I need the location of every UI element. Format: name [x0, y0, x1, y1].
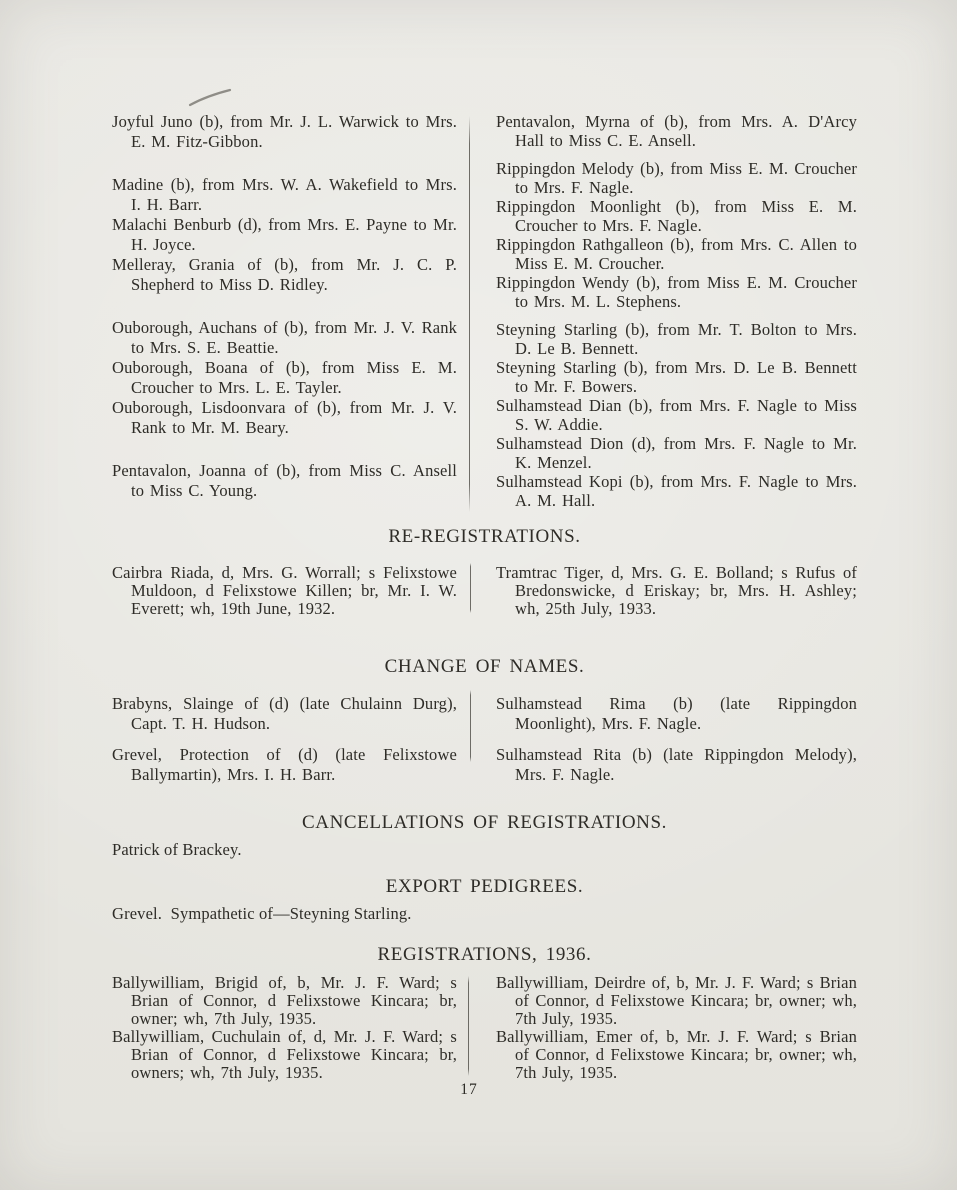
re-registrations-left-column: [112, 564, 457, 618]
export-pedigree-entry: Grevel. Sympathetic of—Steyning Starling.: [112, 904, 412, 923]
transfer-entry: Ouborough, Auchans of (b), from Mr. J. V. Rank to Mrs. S. E. Beattie.: [112, 318, 457, 357]
page-number: 17: [460, 1081, 478, 1098]
transfer-entry: Sulhamstead Dian (b), from Mrs. F. Nagle to Miss S. W. Addie.: [496, 396, 857, 434]
transfer-entry: Madine (b), from Mrs. W. A. Wakefield to Mrs. I. H. Barr.: [112, 175, 457, 214]
registration-entry: Ballywilliam, Deirdre of, b, Mr. J. F. Ward; s Brian of Connor, d Felixstowe Kincara; br, owner; wh, 7th July, 1935.: [496, 973, 857, 1028]
re-registration-entry: Cairbra Riada, d, Mrs. G. Worrall; s Felixstowe Muldoon, d Felixstowe Killen; br, Mr. I. W. Everett; wh, 19th June, 1932.: [112, 563, 457, 618]
re-registrations-columns: [112, 564, 857, 618]
registrations-1936-left-column: [112, 974, 457, 1082]
transfer-entry: Steyning Starling (b), from Mrs. D. Le B. Bennett to Mr. F. Bowers.: [496, 358, 857, 396]
change-of-names-heading: CHANGE OF NAMES.: [384, 656, 585, 677]
registration-entry: Ballywilliam, Cuchulain of, d, Mr. J. F. Ward; s Brian of Connor, d Felixstowe Kincara; br, owners; wh, 7th July, 1935.: [112, 1027, 457, 1082]
transfer-group: [496, 112, 857, 150]
cancellations-heading: CANCELLATIONS OF REGISTRATIONS.: [301, 812, 668, 833]
transfer-entry: Malachi Benburb (d), from Mrs. E. Payne to Mr. H. Joyce.: [112, 215, 457, 254]
change-of-name-entry: Grevel, Protection of (d) (late Felixstowe Ballymartin), Mrs. I. H. Barr.: [112, 745, 457, 784]
re-registrations-heading: RE-REGISTRATIONS.: [388, 526, 581, 547]
transfer-entry: Rippingdon Wendy (b), from Miss E. M. Croucher to Mrs. M. L. Stephens.: [496, 273, 857, 311]
column-divider: [470, 563, 471, 613]
registration-entry: Ballywilliam, Emer of, b, Mr. J. F. Ward; s Brian of Connor, d Felixstowe Kincara; br, owner; wh, 7th July, 1935.: [496, 1027, 857, 1082]
transfers-right-column: [496, 112, 857, 519]
transfer-group: [112, 175, 457, 295]
column-divider: [470, 690, 471, 762]
change-of-names-section: [112, 694, 857, 796]
transfer-entry: Sulhamstead Dion (d), from Mrs. F. Nagle to Mr. K. Menzel.: [496, 434, 857, 472]
change-of-name-entry: Sulhamstead Rita (b) (late Rippingdon Melody), Mrs. F. Nagle.: [496, 745, 857, 784]
transfer-entry: Ouborough, Boana of (b), from Miss E. M. Croucher to Mrs. L. E. Tayler.: [112, 358, 457, 397]
transfer-group: [112, 318, 457, 438]
transfer-group: [112, 461, 457, 501]
transfer-entry: Rippingdon Melody (b), from Miss E. M. Croucher to Mrs. F. Nagle.: [496, 159, 857, 197]
re-registration-entry: Tramtrac Tiger, d, Mrs. G. E. Bolland; s Rufus of Bredonswicke, d Eriskay; br, Mrs. H. Ashley; wh, 25th July, 1933.: [496, 563, 857, 618]
transfer-entry: Melleray, Grania of (b), from Mr. J. C. P. Shepherd to Miss D. Ridley.: [112, 255, 457, 294]
transfers-section: [112, 112, 857, 524]
change-of-names-right-column: [496, 694, 857, 796]
transfer-entry: Steyning Starling (b), from Mr. T. Bolton to Mrs. D. Le B. Bennett.: [496, 320, 857, 358]
transfers-left-column: [112, 112, 457, 524]
registrations-1936-section: [112, 974, 857, 1082]
registrations-1936-columns: [112, 974, 857, 1082]
change-of-names-left-column: [112, 694, 457, 796]
transfer-entry: Ouborough, Lisdoonvara of (b), from Mr. J. V. Rank to Mr. M. Beary.: [112, 398, 457, 437]
registrations-1936-right-column: [496, 974, 857, 1082]
column-divider: [468, 976, 469, 1076]
transfer-entry: Pentavalon, Myrna of (b), from Mrs. A. D'Arcy Hall to Miss C. E. Ansell.: [496, 112, 857, 150]
transfer-entry: Rippingdon Moonlight (b), from Miss E. M. Croucher to Mrs. F. Nagle.: [496, 197, 857, 235]
transfer-entry: Rippingdon Rathgalleon (b), from Mrs. C. Allen to Miss E. M. Croucher.: [496, 235, 857, 273]
transfer-entry: Pentavalon, Joanna of (b), from Miss C. Ansell to Miss C. Young.: [112, 461, 457, 500]
transfer-group: [496, 320, 857, 510]
re-registrations-section: [112, 564, 857, 618]
change-of-names-columns: [112, 694, 857, 796]
transfer-group: [112, 112, 457, 152]
export-pedigrees-heading: EXPORT PEDIGREES.: [385, 876, 584, 897]
transfer-entry: Joyful Juno (b), from Mr. J. L. Warwick to Mrs. E. M. Fitz-Gibbon.: [112, 112, 457, 151]
column-divider: [469, 116, 470, 512]
re-registrations-right-column: [496, 564, 857, 618]
registration-entry: Ballywilliam, Brigid of, b, Mr. J. F. Ward; s Brian of Connor, d Felixstowe Kincara; br, owner; wh, 7th July, 1935.: [112, 973, 457, 1028]
registrations-1936-heading: REGISTRATIONS, 1936.: [377, 944, 592, 965]
transfer-group: [496, 159, 857, 311]
pen-mark-icon: [187, 87, 233, 109]
transfer-entry: Sulhamstead Kopi (b), from Mrs. F. Nagle to Mrs. A. M. Hall.: [496, 472, 857, 510]
transfers-columns: [112, 112, 857, 524]
change-of-name-entry: Sulhamstead Rima (b) (late Rippingdon Moonlight), Mrs. F. Nagle.: [496, 694, 857, 733]
cancellation-entry: Patrick of Brackey.: [112, 840, 242, 859]
change-of-name-entry: Brabyns, Slainge of (d) (late Chulainn Durg), Capt. T. H. Hudson.: [112, 694, 457, 733]
